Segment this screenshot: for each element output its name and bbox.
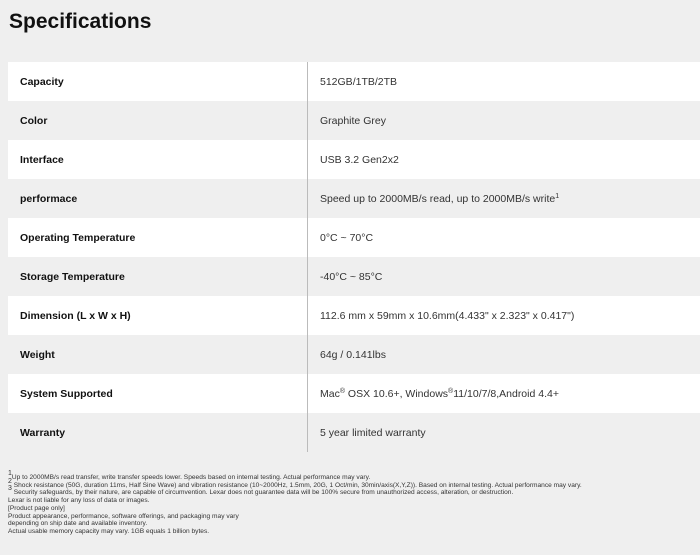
spec-row-weight (8, 335, 700, 374)
spec-row-capacity (8, 62, 700, 101)
footnote-marker: 1 (555, 192, 560, 200)
footnote-marker: 1 (8, 470, 12, 477)
spec-label: Capacity (8, 62, 308, 101)
footnote-marker: 2 (8, 477, 12, 485)
spec-value: -40°C ~ 85°C (308, 257, 700, 296)
spec-value: 112.6 mm x 59mm x 10.6mm(4.433" x 2.323" x 0.417") (308, 296, 700, 335)
spec-label: Dimension (L x W x H) (8, 296, 308, 335)
spec-label: Color (8, 101, 308, 140)
spec-label: Weight (8, 335, 308, 374)
footnote: $^1$Up to 2000MB/s read transfer, write transfer speeds lower. Speeds based on internal testing. Actual performance may vary. (8, 470, 371, 481)
spec-value: USB 3.2 Gen2x2 (308, 140, 700, 179)
spec-value: 64g / 0.141lbs (308, 335, 700, 374)
specifications-table (8, 62, 700, 452)
spec-value-text: OSX 10.6+, Windows (345, 387, 449, 400)
spec-value (308, 179, 700, 218)
spec-row-interface (8, 140, 700, 179)
footnote: Actual usable memory capacity may vary. 1GB equals 1 billion bytes. (8, 527, 210, 535)
spec-value: 0°C ~ 70°C (308, 218, 700, 257)
spec-label: Storage Temperature (8, 257, 308, 296)
spec-label: performace (8, 179, 308, 218)
spec-row-color (8, 101, 700, 140)
spec-value: Graphite Grey (308, 101, 700, 140)
spec-value: 5 year limited warranty (308, 413, 700, 452)
registered-mark: ® (339, 387, 346, 395)
spec-value-text: Mac (320, 387, 340, 400)
footnote: $^2$ Shock resistance (50G, duration 11ms, Half Sine Wave) and vibration resistance (10~2000Hz, 1.5mm, 20G, 1 Oct/min, 30min/axis(X,Y,Z)). Based on internal testing. Actual performance may vary. (8, 477, 582, 489)
page-title: Specifications (9, 10, 152, 33)
spec-row-performance (8, 179, 700, 218)
spec-label: Interface (8, 140, 308, 179)
footnote: Lexar is not liable for any loss of data or images. (8, 497, 150, 505)
spec-value: 512GB/1TB/2TB (308, 62, 700, 101)
spec-row-warranty (8, 413, 700, 452)
footnote: [Product page only] (8, 504, 65, 512)
spec-label: Warranty (8, 413, 308, 452)
spec-row-operating-temperature (8, 218, 700, 257)
spec-row-system-supported (8, 374, 700, 413)
spec-value-text: 11/10/7/8,Android 4.4+ (453, 387, 559, 400)
footnote: $^3$ Security safeguards, by their nature, are capable of circumvention. Lexar does not guarantee data will be 100% secure from unauthorized access, alteration, or destruction. (8, 485, 514, 497)
spec-label: Operating Temperature (8, 218, 308, 257)
footnote: Product appearance, performance, software offerings, and packaging may vary (8, 512, 239, 520)
spec-row-dimension (8, 296, 700, 335)
spec-label: System Supported (8, 374, 308, 413)
spec-value (308, 374, 700, 413)
spec-value-text: Speed up to 2000MB/s read, up to 2000MB/s write (320, 192, 556, 205)
footnotes (8, 470, 694, 536)
footnote-marker: 3 (8, 485, 12, 493)
footnote: depending on ship date and available inventory. (8, 520, 148, 528)
registered-mark: ® (448, 387, 454, 395)
spec-row-storage-temperature (8, 257, 700, 296)
